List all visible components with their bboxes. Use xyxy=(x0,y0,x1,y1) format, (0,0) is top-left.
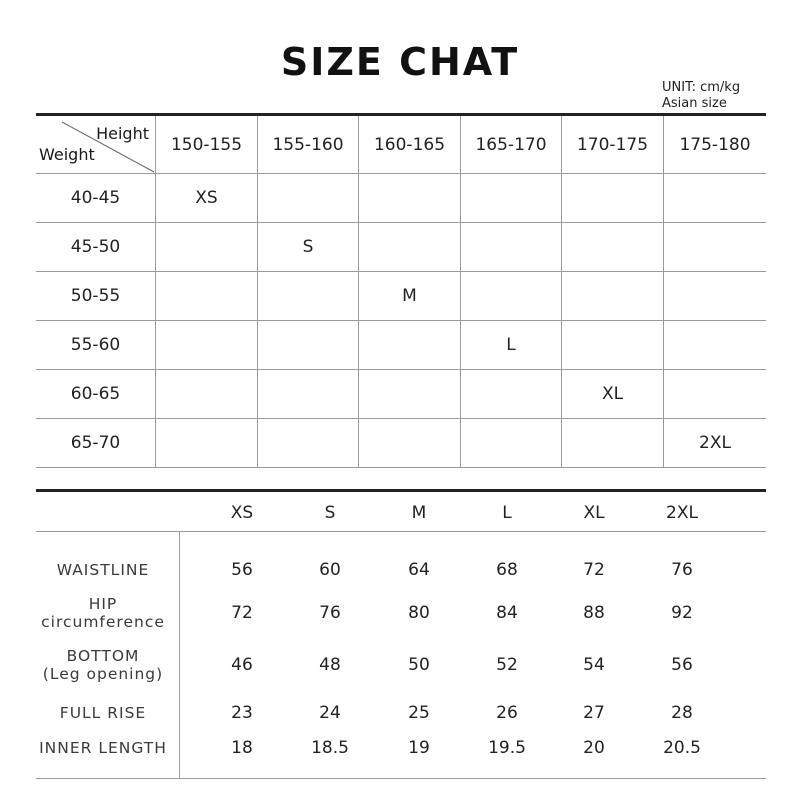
measurement-value: 80 xyxy=(408,603,430,623)
measurement-value: 26 xyxy=(496,703,518,723)
empty-cell xyxy=(664,272,766,321)
measurement-label-line: BOTTOM xyxy=(66,647,140,665)
empty-cell xyxy=(258,419,359,468)
unit-note xyxy=(662,80,740,112)
measurement-value: 64 xyxy=(408,560,430,580)
size-cell: M xyxy=(359,272,461,321)
height-header-cell: 170-175 xyxy=(562,116,664,174)
empty-cell xyxy=(562,321,664,370)
measurement-value: 56 xyxy=(231,560,253,580)
empty-cell xyxy=(664,370,766,419)
measurement-value: 54 xyxy=(583,655,605,675)
weight-row-label: 65-70 xyxy=(36,419,156,468)
measurement-value: 52 xyxy=(496,655,518,675)
measurement-row-label xyxy=(28,647,178,683)
measurement-value: 20 xyxy=(583,738,605,758)
empty-cell xyxy=(562,223,664,272)
height-header-cell: 150-155 xyxy=(156,116,258,174)
size-cell: XL xyxy=(562,370,664,419)
empty-cell xyxy=(359,370,461,419)
empty-cell xyxy=(156,223,258,272)
empty-cell xyxy=(359,223,461,272)
size-column-header: S xyxy=(324,503,336,523)
measurement-value: 84 xyxy=(496,603,518,623)
weight-height-table xyxy=(36,113,766,470)
measurement-row-label xyxy=(28,704,178,722)
empty-cell xyxy=(664,174,766,223)
empty-cell xyxy=(359,174,461,223)
measurement-value: 23 xyxy=(231,703,253,723)
measurement-value: 19 xyxy=(408,738,430,758)
empty-cell xyxy=(156,419,258,468)
measurement-value: 27 xyxy=(583,703,605,723)
measurement-value: 46 xyxy=(231,655,253,675)
size-column-header: XS xyxy=(230,503,254,523)
empty-cell xyxy=(258,370,359,419)
measurement-value: 19.5 xyxy=(488,738,526,758)
empty-cell xyxy=(359,419,461,468)
measurement-value: 50 xyxy=(408,655,430,675)
size-column-header: L xyxy=(502,503,512,523)
measurement-value: 56 xyxy=(671,655,693,675)
measurement-value: 60 xyxy=(319,560,341,580)
label-column-divider xyxy=(179,532,180,778)
empty-cell xyxy=(461,419,562,468)
page-title: SIZE CHAT xyxy=(280,40,520,84)
corner-header-cell xyxy=(36,116,156,174)
measurement-label-line: circumference xyxy=(41,613,165,631)
measurement-value: 18.5 xyxy=(311,738,349,758)
measurement-table xyxy=(36,489,766,779)
measurement-label-line: (Leg opening) xyxy=(42,665,164,683)
measurement-value: 48 xyxy=(319,655,341,675)
measurement-value: 72 xyxy=(231,603,253,623)
empty-cell xyxy=(664,321,766,370)
height-header-cell: 155-160 xyxy=(258,116,359,174)
size-standard-line: Asian size xyxy=(662,96,727,111)
measurement-label-line: FULL RISE xyxy=(59,704,147,722)
empty-cell xyxy=(359,321,461,370)
measurement-value: 76 xyxy=(671,560,693,580)
measurement-value: 18 xyxy=(231,738,253,758)
header-divider xyxy=(36,531,766,532)
height-header-cell: 160-165 xyxy=(359,116,461,174)
empty-cell xyxy=(156,272,258,321)
measurement-value: 25 xyxy=(408,703,430,723)
empty-cell xyxy=(562,419,664,468)
empty-cell xyxy=(461,174,562,223)
empty-cell xyxy=(258,321,359,370)
empty-cell xyxy=(461,272,562,321)
height-axis-label: Height xyxy=(96,124,149,143)
weight-row-label: 55-60 xyxy=(36,321,156,370)
measurement-value: 28 xyxy=(671,703,693,723)
weight-height-grid xyxy=(36,116,766,468)
measurement-value: 92 xyxy=(671,603,693,623)
empty-cell xyxy=(156,370,258,419)
table-bottom-rule xyxy=(36,778,766,779)
measurement-row-label xyxy=(28,595,178,631)
measurement-value: 88 xyxy=(583,603,605,623)
empty-cell xyxy=(258,174,359,223)
weight-row-label: 45-50 xyxy=(36,223,156,272)
measurement-value: 72 xyxy=(583,560,605,580)
measurement-label-line: WAISTLINE xyxy=(56,561,150,579)
measurement-row-label xyxy=(28,739,178,757)
empty-cell xyxy=(664,223,766,272)
size-cell: L xyxy=(461,321,562,370)
empty-cell xyxy=(562,272,664,321)
height-header-cell: 175-180 xyxy=(664,116,766,174)
size-cell: S xyxy=(258,223,359,272)
size-column-header: 2XL xyxy=(666,503,698,523)
empty-cell xyxy=(461,370,562,419)
empty-cell xyxy=(562,174,664,223)
empty-cell xyxy=(258,272,359,321)
empty-cell xyxy=(461,223,562,272)
measurement-label-line: INNER LENGTH xyxy=(39,739,167,757)
height-header-cell: 165-170 xyxy=(461,116,562,174)
measurement-value: 24 xyxy=(319,703,341,723)
table-top-rule xyxy=(36,489,766,492)
measurement-label-line: HIP xyxy=(88,595,118,613)
size-cell: XS xyxy=(156,174,258,223)
weight-row-label: 50-55 xyxy=(36,272,156,321)
weight-axis-label: Weight xyxy=(39,145,95,164)
measurement-value: 20.5 xyxy=(663,738,701,758)
unit-line: UNIT: cm/kg xyxy=(662,80,741,95)
size-cell: 2XL xyxy=(664,419,766,468)
weight-row-label: 60-65 xyxy=(36,370,156,419)
measurement-row-label xyxy=(28,561,178,579)
empty-cell xyxy=(156,321,258,370)
weight-row-label: 40-45 xyxy=(36,174,156,223)
measurement-value: 76 xyxy=(319,603,341,623)
size-column-header: M xyxy=(411,503,427,523)
measurement-value: 68 xyxy=(496,560,518,580)
size-column-header: XL xyxy=(583,503,605,523)
